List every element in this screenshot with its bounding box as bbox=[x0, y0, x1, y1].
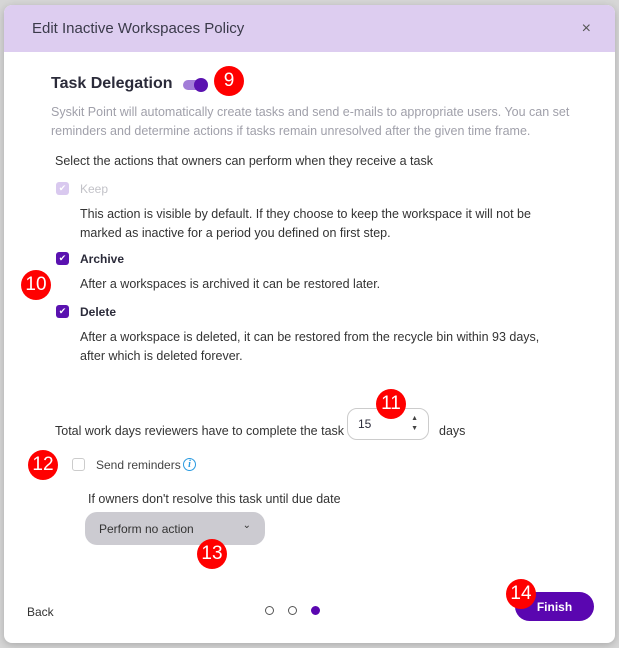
days-unit: days bbox=[439, 424, 466, 438]
annotation-badge-11: 11 bbox=[376, 389, 406, 419]
annotation-badge-14: 14 bbox=[506, 579, 536, 609]
archive-label: Archive bbox=[80, 252, 125, 266]
delete-label: Delete bbox=[80, 305, 117, 319]
back-button[interactable]: Back bbox=[27, 605, 54, 619]
dialog-title: Edit Inactive Workspaces Policy bbox=[32, 20, 245, 37]
task-delegation-toggle[interactable] bbox=[183, 80, 207, 90]
archive-checkbox[interactable]: ✔ bbox=[56, 252, 69, 265]
annotation-badge-13: 13 bbox=[197, 539, 227, 569]
section-title: Task Delegation bbox=[51, 75, 173, 92]
send-reminders-label: Send reminders bbox=[96, 458, 181, 472]
step-indicator bbox=[265, 606, 320, 615]
finish-button[interactable]: Finish bbox=[515, 592, 594, 621]
step-dot-2 bbox=[288, 606, 297, 615]
days-label: Total work days reviewers have to complete the task bbox=[55, 424, 345, 438]
archive-description: After a workspaces is archived it can be restored later. bbox=[80, 277, 381, 291]
delete-description: After a workspace is deleted, it can be restored from the recycle bin within 93 days, after which is deleted forever. bbox=[80, 330, 540, 363]
delete-checkbox[interactable]: ✔ bbox=[56, 305, 69, 318]
dialog-header bbox=[4, 5, 615, 52]
info-icon[interactable]: i bbox=[183, 458, 196, 471]
send-reminders-checkbox[interactable] bbox=[72, 458, 85, 471]
unresolved-action-select[interactable] bbox=[85, 512, 265, 545]
edit-policy-dialog bbox=[4, 5, 615, 643]
section-description: Syskit Point will automatically create tasks and send e-mails to appropriate users. You can set reminders and determine actions if tasks remain unresolved after the given time frame. bbox=[51, 105, 570, 138]
actions-prompt: Select the actions that owners can perform when they receive a task bbox=[55, 154, 433, 168]
chevron-down-icon: ⌄ bbox=[242, 520, 251, 531]
close-icon[interactable]: × bbox=[581, 19, 591, 37]
selected-action: Perform no action bbox=[99, 522, 194, 536]
step-dot-3-active bbox=[311, 606, 320, 615]
stepper-arrows-icon[interactable]: ▲ ▼ bbox=[411, 415, 418, 432]
step-dot-1 bbox=[265, 606, 274, 615]
keep-label: Keep bbox=[80, 182, 109, 196]
annotation-badge-12: 12 bbox=[28, 450, 58, 480]
unresolved-label: If owners don't resolve this task until due date bbox=[88, 492, 341, 506]
keep-checkbox: ✔ bbox=[56, 182, 69, 195]
annotation-badge-10: 10 bbox=[21, 270, 51, 300]
annotation-badge-9: 9 bbox=[214, 66, 244, 96]
days-value: 15 bbox=[358, 417, 372, 431]
keep-description: This action is visible by default. If they choose to keep the workspace it will not be marked as inactive for a period you defined on first step. bbox=[80, 207, 531, 240]
